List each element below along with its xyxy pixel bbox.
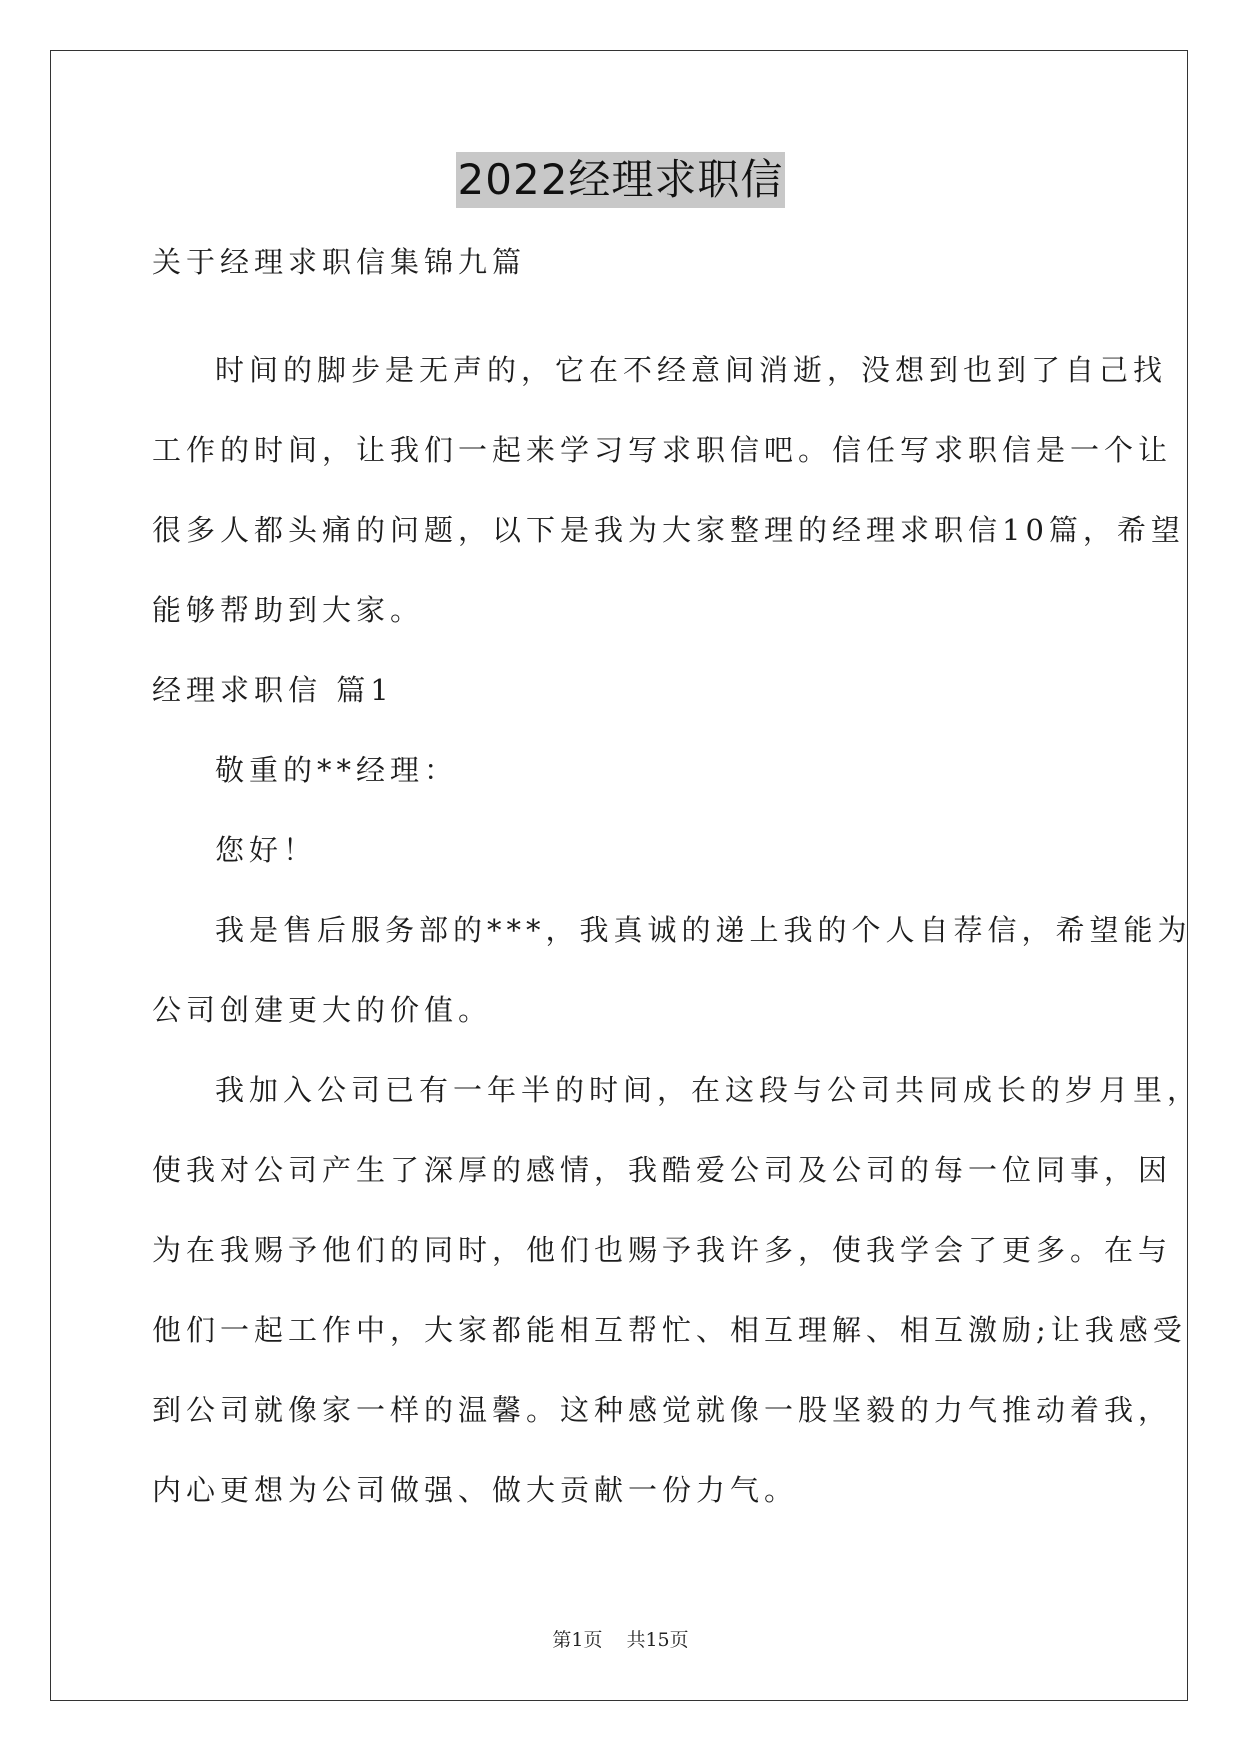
section-heading: 经理求职信 篇1 — [152, 673, 394, 707]
title-container — [0, 152, 1241, 208]
document-title: 2022经理求职信 — [456, 152, 786, 208]
page-border — [50, 50, 1188, 1701]
paragraph-line: 公司创建更大的价值。 — [152, 993, 493, 1027]
paragraph-line: 能够帮助到大家。 — [152, 593, 425, 627]
page-number: 第1页 — [552, 1629, 603, 1651]
salutation: 敬重的**经理： — [215, 753, 459, 787]
paragraph-line: 我是售后服务部的***，我真诚的递上我的个人自荐信，希望能为 — [215, 913, 1192, 947]
doc-subtitle: 关于经理求职信集锦九篇 — [152, 245, 527, 279]
page-footer — [0, 1627, 1241, 1653]
paragraph-line: 他们一起工作中，大家都能相互帮忙、相互理解、相互激励;让我感受 — [152, 1313, 1187, 1347]
greeting: 您好！ — [215, 833, 318, 867]
paragraph-line: 内心更想为公司做强、做大贡献一份力气。 — [152, 1473, 799, 1507]
paragraph-line: 很多人都头痛的问题，以下是我为大家整理的经理求职信10篇，希望 — [152, 513, 1185, 547]
paragraph-line: 到公司就像家一样的温馨。这种感觉就像一股坚毅的力气推动着我， — [152, 1393, 1173, 1427]
page-total: 共15页 — [626, 1629, 689, 1651]
paragraph-line: 我加入公司已有一年半的时间，在这段与公司共同成长的岁月里， — [215, 1073, 1202, 1107]
paragraph-line: 为在我赐予他们的同时，他们也赐予我许多，使我学会了更多。在与 — [152, 1233, 1173, 1267]
paragraph-line: 使我对公司产生了深厚的感情，我酷爱公司及公司的每一位同事，因 — [152, 1153, 1173, 1187]
paragraph-line: 工作的时间，让我们一起来学习写求职信吧。信任写求职信是一个让 — [152, 433, 1173, 467]
paragraph-line: 时间的脚步是无声的，它在不经意间消逝，没想到也到了自己找 — [215, 353, 1168, 387]
